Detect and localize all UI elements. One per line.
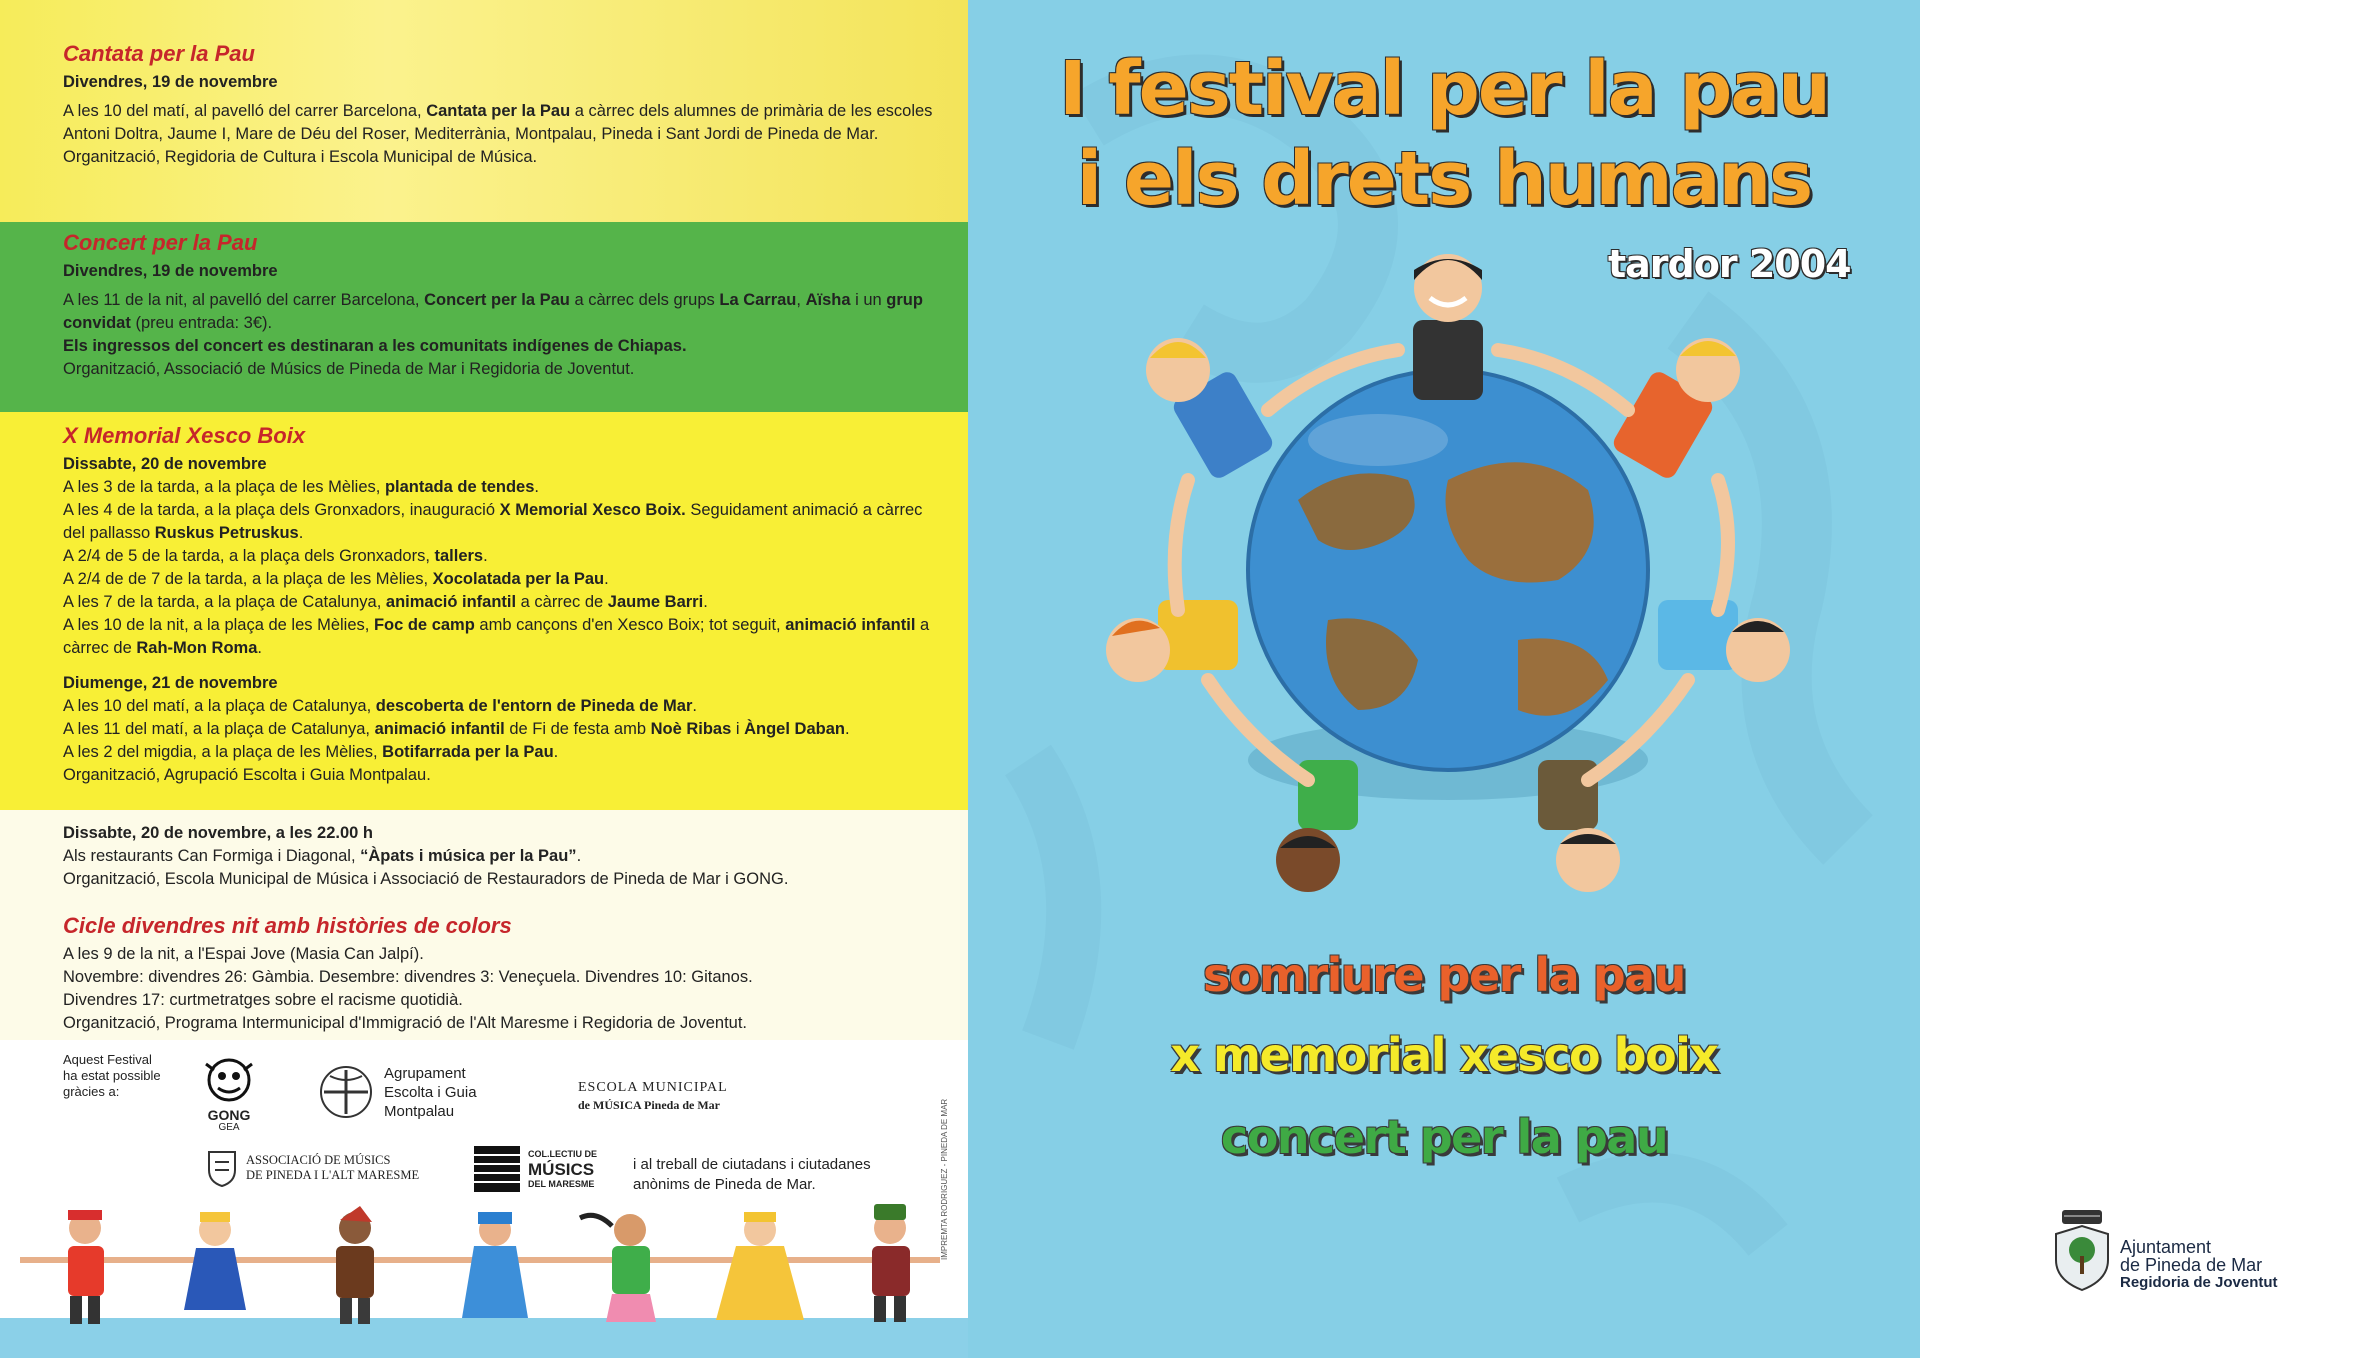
section-date: Divendres, 19 de novembre [63,262,278,280]
child-figure [580,1214,656,1322]
section-cicle [63,912,943,1035]
section-text: Als restaurants Can Formiga i Diagonal, “Àpats i música per la Pau”. [63,847,582,865]
section-date: Divendres, 19 de novembre [63,73,278,91]
globe-highlight [1308,414,1448,466]
council-shield-icon [2050,1206,2114,1296]
program-panel [0,0,968,1358]
schedule-line: A les 11 del matí, a la plaça de Catalunya, animació infantil de Fi de festa amb Noè Ribas i Àngel Daban. [63,720,850,738]
season-label: tardor 2004 [1608,242,1851,286]
slogan-memorial: x memorial xesco boix [1170,1028,1718,1082]
slogan-concert: concert per la pau [1220,1110,1668,1164]
child-figure [336,1206,374,1324]
schedule-line: A les 2 del migdia, a la plaça de les Mèlies, Botifarrada per la Pau. [63,743,559,761]
agrupament-logo: Agrupament Escolta i Guia Montpalau [316,1062,477,1122]
slogan-somriure: somriure per la pau [1203,948,1685,1002]
section-text: A les 11 de la nit, al pavelló del carrer Barcelona, Concert per la Pau a càrrec dels grups La Carrau, Aïsha i un grup convidat (preu entrada: 3€). [63,291,923,332]
section-line: Novembre: divendres 26: Gàmbia. Desembre: divendres 3: Veneçuela. Divendres 10: Gitanos. [63,968,753,986]
schedule-line: A 2/4 de 5 de la tarda, a la plaça dels Gronxadors, tallers. [63,547,488,565]
stripes-emblem-icon [474,1146,520,1192]
schedule-line: A les 10 del matí, a la plaça de Catalunya, descoberta de l'entorn de Pineda de Mar. [63,697,697,715]
section-title: Cantata per la Pau [63,41,255,66]
globe-illustration [1068,240,1828,920]
festival-title-line2: i els drets humans [1076,136,1812,222]
schedule-line: A les 4 de la tarda, a la plaça dels Gronxadors, inauguració X Memorial Xesco Boix. Seguidament animació a càrrec del pallasso Ruskus Petruskus. [63,501,923,542]
scout-emblem-icon [316,1062,376,1122]
cover-panel [968,0,2278,1358]
section-line: A les 9 de la nit, a l'Espai Jove (Masia Can Jalpí). [63,945,424,963]
schedule-line: A 2/4 de de 7 de la tarda, a la plaça de les Mèlies, Xocolatada per la Pau. [63,570,609,588]
escola-musica-logo: ESCOLA MUNICIPAL de MÚSICA Pineda de Mar [578,1080,728,1112]
schedule-line: A les 7 de la tarda, a la plaça de Catalunya, animació infantil a càrrec de Jaume Barri. [63,593,708,611]
gong-logo: GONG GEA [200,1056,258,1133]
council-logo [2050,1206,2370,1296]
section-title: X Memorial Xesco Boix [63,423,306,448]
section-title: Concert per la Pau [63,230,258,255]
schedule-line: A les 10 de la nit, a la plaça de les Mèlies, Foc de camp amb cançons d'en Xesco Boix; tot seguit, animació infantil a càrrec de Rah-Mon Roma. [63,616,930,657]
sponsors-intro: Aquest Festival ha estat possible gràcies a: [63,1052,161,1099]
section-concert [63,229,943,381]
child-figure [68,1210,104,1324]
section-memorial [63,422,943,787]
associacio-logo: ASSOCIACIÓ DE MÚSICS DE PINEDA I L'ALT MARESME [206,1148,419,1188]
globe [1248,370,1648,770]
section-date: Dissabte, 20 de novembre, a les 22.00 h [63,824,373,842]
child-figure [716,1212,804,1320]
child-figure [872,1204,910,1322]
child-figure-left [1146,338,1276,481]
section-org: Organització, Associació de Músics de Pineda de Mar i Regidoria de Joventut. [63,360,635,378]
council-town: de Pineda de Mar [2120,1255,2263,1275]
imprint-credit: IMPREMTA RODRIGUEZ - PINEDA DE MAR [940,1098,949,1260]
section-org: Organització, Regidoria de Cultura i Escola Municipal de Música. [63,148,538,166]
council-department: Regidoria de Joventut [2120,1274,2278,1291]
children-chain-illustration [0,1200,968,1358]
schedule-line: A les 3 de la tarda, a la plaça de les Mèlies, plantada de tendes. [63,478,539,496]
section-cantata [63,40,943,169]
gong-emblem-icon [200,1056,258,1108]
section-org: Organització, Escola Municipal de Música i Associació de Restauradors de Pineda de Mar i GONG. [63,870,789,888]
shield-emblem-icon [206,1148,238,1188]
section-org: Organització, Programa Intermunicipal d'Immigració de l'Alt Maresme i Regidoria de Joventut. [63,1014,748,1032]
child-figure-top [1413,254,1483,400]
section-date: Dissabte, 20 de novembre [63,455,267,473]
section-apats [63,822,943,891]
council-name: Ajuntament [2120,1237,2212,1257]
collectiu-logo: COL.LECTIU DE MÚSICS DEL MARESME [474,1146,597,1192]
child-figure [462,1212,528,1318]
section-line: Divendres 17: curtmetratges sobre el racisme quotidià. [63,991,463,1009]
ground-strip [0,1318,968,1358]
section-note: Els ingressos del concert es destinaran a les comunitats indígenes de Chiapas. [63,337,687,355]
thanks-text: i al treball de ciutadans i ciutadanes anònims de Pineda de Mar. [633,1156,871,1193]
section-text: A les 10 del matí, al pavelló del carrer Barcelona, Cantata per la Pau a càrrec dels alumnes de primària de les escoles Antoni Doltra, Jaume I, Mare de Déu del Roser, Mediterrània, Montpalau, Pineda i Sant Jordi de Pineda de Mar. [63,102,933,143]
section-title: Cicle divendres nit amb històries de colors [63,913,512,938]
section-org: Organització, Agrupació Escolta i Guia Montpalau. [63,766,431,784]
festival-title-line1: I festival per la pau [1059,46,1829,132]
section-date: Diumenge, 21 de novembre [63,674,278,692]
